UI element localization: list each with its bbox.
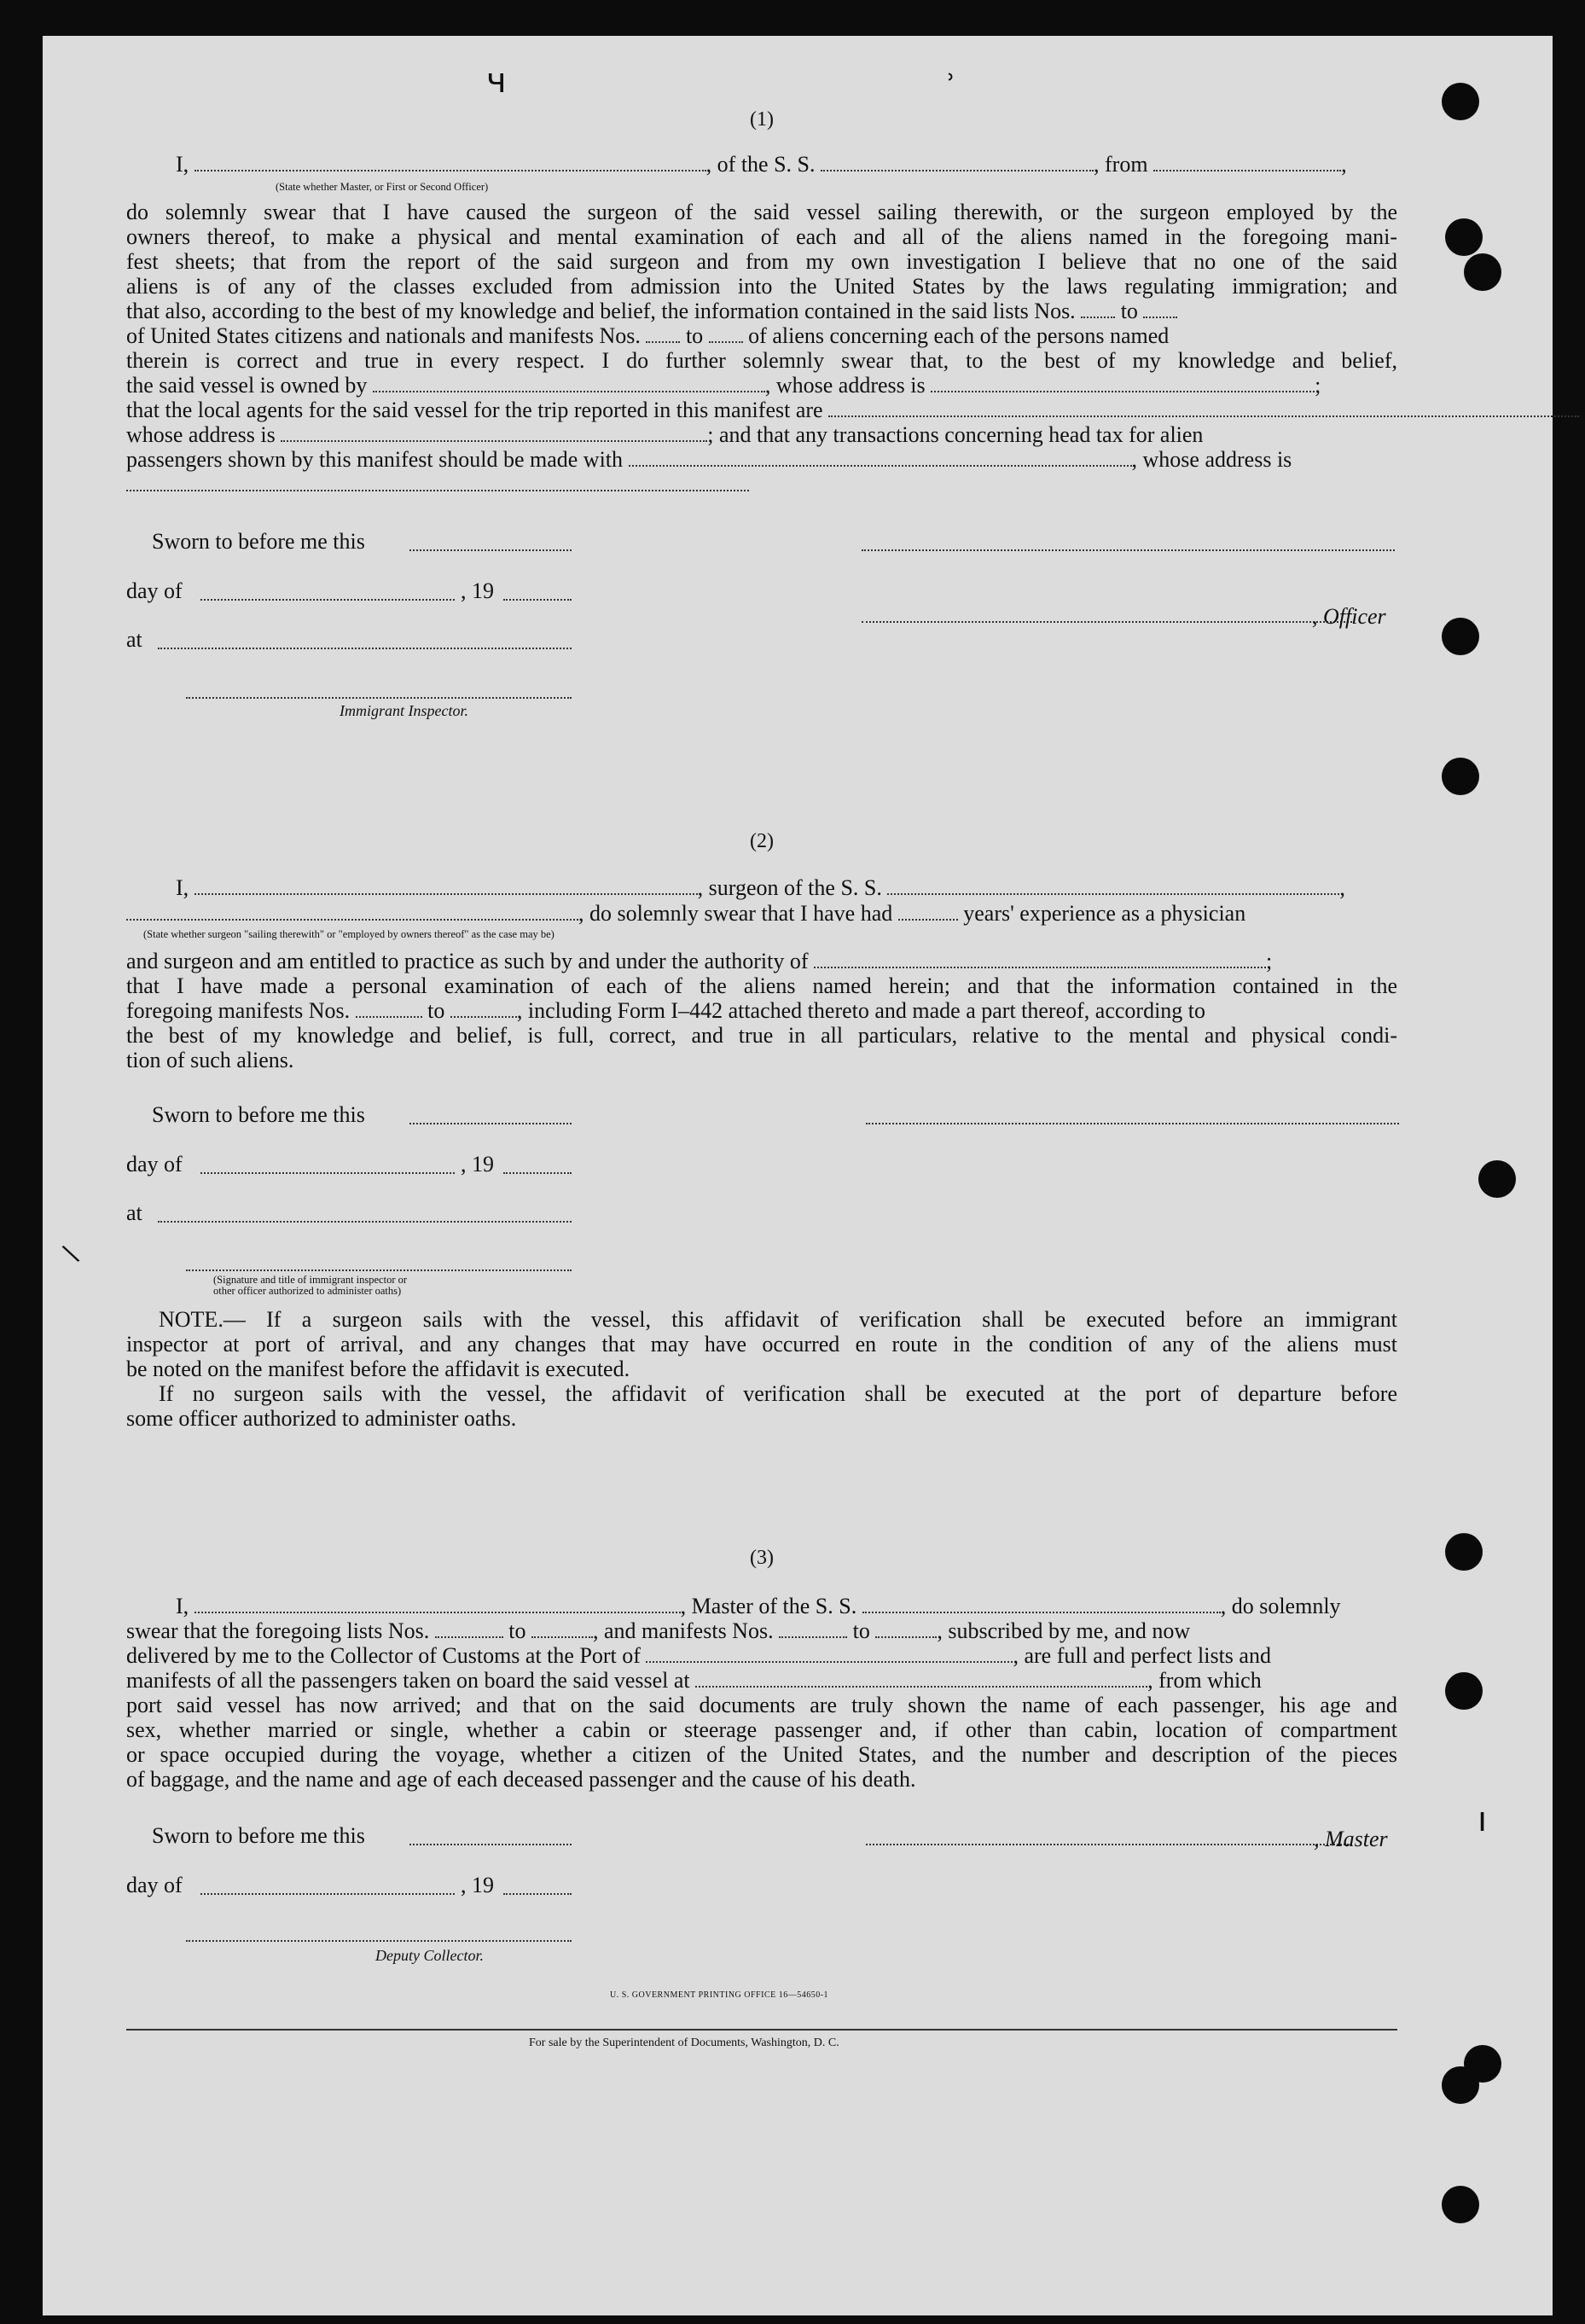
day-of-label: day of xyxy=(126,1152,183,1177)
to-label: to xyxy=(508,1618,526,1643)
body-line: , including Form I–442 attached thereto and made a part thereof, according to xyxy=(516,998,1206,1023)
body-line: , subscribed by me, and now xyxy=(937,1618,1191,1643)
to-label: to xyxy=(1120,299,1138,323)
body-line: and surgeon and am entitled to practice as such by and under the authority of xyxy=(126,949,809,973)
list-to-field[interactable] xyxy=(531,1621,593,1638)
body-line: that the local agents for the said vessel for the trip reported in this manifest are xyxy=(126,398,823,422)
port-field[interactable] xyxy=(646,1646,1013,1663)
sworn-date-field[interactable] xyxy=(409,1123,572,1124)
stray-mark: \ xyxy=(59,1238,83,1269)
head-tax-address-field[interactable] xyxy=(126,474,749,491)
note-label: NOTE.— xyxy=(159,1307,246,1332)
note-line: inspector at port of arrival, and any changes that may have occurred en route in the condition of any of the aliens must xyxy=(126,1332,1397,1357)
body-line: that also, according to the best of my knowledge and belief, the information contained in the said lists Nos. xyxy=(126,299,1076,323)
to-label: to xyxy=(685,323,704,348)
deputy-caption: Deputy Collector. xyxy=(375,1947,484,1964)
authority-field[interactable] xyxy=(814,951,1266,968)
pronoun-label: I, xyxy=(176,1594,189,1618)
body-line: sex, whether married or single, whether a cabin or steerage passenger and, if other than cabin, location of compartment xyxy=(126,1717,1397,1742)
body-line: , and manifests Nos. xyxy=(593,1618,774,1643)
deputy-signature-field[interactable] xyxy=(186,1940,572,1942)
punch-hole xyxy=(1445,1672,1483,1710)
punch-hole xyxy=(1442,758,1479,795)
body-line: the said vessel is owned by xyxy=(126,373,368,398)
body-line: ; and that any transactions concerning head tax for alien xyxy=(707,422,1204,447)
manifest-from-field[interactable] xyxy=(356,1001,422,1018)
body-line: aliens is of any of the classes excluded from admission into the United States by the laws regulating immigration; and xyxy=(126,274,1397,299)
day-of-label: day of xyxy=(126,578,183,603)
inspector-signature-field[interactable] xyxy=(186,697,572,699)
affidavit-surgeon: (2) I, , surgeon of the S. S. , , do solemnly swear that I have had years' experience as a physician (State whether surgeon "sailing therewith" or "employed by owners thereof" as the case may be) and surgeon and am entitled to practice as such by and under the authority of ; that I have made a personal examination of each of the aliens named herein; and that the information contained in the foregoing manifests Nos. to , including Form I–442 attached thereto and made a part thereof, according to the best of my knowledge and belief, is full, correct, and true in all particulars, relative to the mental and physical condi- tion of such aliens. xyxy=(126,830,1397,1072)
punch-hole xyxy=(1442,618,1479,655)
footer-rule xyxy=(126,2029,1397,2031)
note-line: be noted on the manifest before the affidavit is executed. xyxy=(126,1357,630,1381)
at-place-field[interactable] xyxy=(158,1221,572,1223)
owner-address-field[interactable] xyxy=(931,375,1315,392)
body-line: that I have made a personal examination of each of the aliens named herein; and that the information contained in the xyxy=(126,973,1397,998)
body-line: passengers shown by this manifest should be made with xyxy=(126,447,624,472)
address-label: , whose address is xyxy=(1131,447,1292,472)
officer-signature-field[interactable] xyxy=(186,1269,572,1271)
punch-hole xyxy=(1445,1533,1483,1571)
officer-signature-field[interactable] xyxy=(862,621,1352,623)
body-line: fest sheets; that from the report of the said surgeon and from my own investigation I believe that no one of the said xyxy=(126,249,1397,274)
affidavit-master-customs xyxy=(126,1546,1397,1853)
ship-name-field[interactable] xyxy=(821,154,1094,171)
pronoun-label: I, xyxy=(176,875,189,900)
punch-hole xyxy=(1442,2066,1479,2104)
section-number: (1) xyxy=(750,108,774,131)
punch-hole xyxy=(1478,1160,1516,1198)
body-line: , do solemnly swear that I have had xyxy=(578,901,893,926)
body-line: do solemnly swear that I have caused the surgeon of the said vessel sailing therewith, or the surgeon employed by the xyxy=(126,200,1397,224)
master-signature-field[interactable] xyxy=(866,1844,1352,1845)
body-line: the best of my knowledge and belief, is full, correct, and true in all particulars, relative to the mental and physical condi- xyxy=(126,1023,1397,1048)
manifest-to-field[interactable] xyxy=(875,1621,937,1638)
surgeon-ship-field[interactable] xyxy=(887,878,1339,895)
stray-mark: ı xyxy=(1478,1800,1488,1839)
sworn-label: Sworn to before me this xyxy=(152,1823,365,1848)
body-line: or space occupied during the voyage, whether a citizen of the United States, and the number and description of the pieces xyxy=(126,1742,1397,1767)
pronoun-label: I, xyxy=(176,152,189,177)
year-prefix: , 19 xyxy=(461,578,494,603)
punch-hole xyxy=(1442,83,1479,120)
day-field[interactable] xyxy=(200,1172,455,1174)
embark-port-field[interactable] xyxy=(695,1670,1147,1688)
master-label: , Master xyxy=(1314,1827,1388,1851)
body-line: years' experience as a physician xyxy=(963,901,1246,926)
owner-field[interactable] xyxy=(373,375,765,392)
sworn-date-field[interactable] xyxy=(409,549,572,551)
master-signature-field[interactable] xyxy=(862,549,1395,551)
head-tax-party-field[interactable] xyxy=(629,450,1132,467)
surgeon-label: , surgeon of the S. S. xyxy=(697,875,882,900)
body-line: delivered by me to the Collector of Customs at the Port of xyxy=(126,1643,641,1668)
agents-field[interactable] xyxy=(828,400,1579,417)
stray-mark: ч xyxy=(486,61,507,101)
surgeon-status-hint: (State whether surgeon "sailing therewith" or "employed by owners thereof" as the case may be) xyxy=(143,928,554,940)
master-name-field[interactable] xyxy=(194,154,706,171)
list-to-field[interactable] xyxy=(1143,301,1177,318)
to-label: to xyxy=(852,1618,870,1643)
officer-label: , Officer xyxy=(1312,604,1386,629)
day-of-label: day of xyxy=(126,1873,183,1897)
sale-note: For sale by the Superintendent of Documents, Washington, D. C. xyxy=(529,2036,839,2049)
sworn-label: Sworn to before me this xyxy=(152,529,365,554)
manifest-to-field[interactable] xyxy=(450,1001,517,1018)
body-line: , are full and perfect lists and xyxy=(1013,1643,1271,1668)
years-field[interactable] xyxy=(898,903,958,921)
note-line: If no surgeon sails with the vessel, the affidavit of verification shall be executed at the port of departure before xyxy=(159,1381,1397,1406)
year-field[interactable] xyxy=(503,1172,572,1174)
body-line: of baggage, and the name and age of each deceased passenger and the cause of his death. xyxy=(126,1767,916,1792)
day-field[interactable] xyxy=(200,1893,455,1895)
punch-hole xyxy=(1442,2186,1479,2223)
master-name-field[interactable] xyxy=(194,1596,681,1613)
day-field[interactable] xyxy=(200,599,455,601)
at-place-field[interactable] xyxy=(158,648,572,649)
body-line: swear that the foregoing lists Nos. xyxy=(126,1618,430,1643)
body-line: of United States citizens and nationals and manifests Nos. xyxy=(126,323,641,348)
list-from-field[interactable] xyxy=(1081,301,1115,318)
surgeon-signature-field[interactable] xyxy=(866,1123,1399,1124)
year-field[interactable] xyxy=(503,599,572,601)
body-line: manifests of all the passengers taken on board the said vessel at xyxy=(126,1668,690,1693)
manifest-to-field[interactable] xyxy=(709,326,743,343)
sworn-date-field[interactable] xyxy=(409,1844,572,1845)
form-page xyxy=(43,36,1585,2315)
inspector-caption: Immigrant Inspector. xyxy=(340,702,468,719)
note-line: some officer authorized to administer oaths. xyxy=(126,1406,517,1431)
manifest-from-field[interactable] xyxy=(646,326,680,343)
at-label: at xyxy=(126,627,142,652)
section-number: (3) xyxy=(750,1547,774,1569)
body-line: owners thereof, to make a physical and mental examination of each and all of the aliens named in the foregoing mani- xyxy=(126,224,1397,249)
from-label: , from xyxy=(1094,152,1148,177)
body-line: therein is correct and true in every respect. I do further solemnly swear that, to the best of my knowledge and belief, xyxy=(126,348,1397,373)
at-label: at xyxy=(126,1200,142,1225)
body-line: tion of such aliens. xyxy=(126,1048,294,1072)
ship-label: , of the S. S. xyxy=(705,152,816,177)
officer-caption: (Signature and title of immigrant inspector or other officer authorized to administer oaths) xyxy=(213,1274,408,1297)
to-label: to xyxy=(427,998,445,1023)
printing-office: U. S. GOVERNMENT PRINTING OFFICE 16—54650-1 xyxy=(610,1990,829,2000)
year-field[interactable] xyxy=(503,1893,572,1895)
body-line: of aliens concerning each of the persons named xyxy=(748,323,1170,348)
sworn-label: Sworn to before me this xyxy=(152,1102,365,1127)
surgeon-status-field[interactable] xyxy=(126,903,578,921)
affidavit-master: (1) I, , of the S. S. , from , (State whether Master, or First or Second Officer) do solemnly swear that I have caused the surgeon of the said vessel sailing therewith, or the surgeon employed by the owners thereof, to make a physical and mental examination of each and all of the aliens named in the foregoing mani- fest sheets; that from the report of the said surgeon and from my own investigation I believe that no one of the said aliens is of any of the classes excluded from admission into the United States by the laws regulating immigration; and that also, according to the best of my knowledge and belief, the information contained in the said lists Nos. to of United States citizens and nationals and manifests Nos. to of aliens concerning each of the persons named therein is correct and true in every respect. I do further solemnly swear that, to the best of my knowledge and belief, the said vessel is owned by , whose address is ; that the local agents for the said vessel for the trip reported in this manifest are , whose address is ; and that any transactions concerning head tax for alien passengers shown by this manifest should be made with , whose address is xyxy=(126,107,1397,534)
stray-mark: ʾ xyxy=(947,68,956,102)
list-from-field[interactable] xyxy=(435,1621,503,1638)
note-line: If a surgeon sails with the vessel, this affidavit of verification shall be executed before an immigrant xyxy=(266,1307,1397,1332)
section-number: (2) xyxy=(750,830,774,852)
ship-name-field[interactable] xyxy=(862,1596,1221,1613)
body-line: , do solemnly xyxy=(1220,1594,1341,1618)
from-port-field[interactable] xyxy=(1153,154,1341,171)
address-label: , whose address is xyxy=(764,373,926,398)
body-line: , from which xyxy=(1147,1668,1262,1693)
punch-hole xyxy=(1445,218,1483,256)
officer-rank-hint: (State whether Master, or First or Second Officer) xyxy=(276,181,489,193)
body-line: whose address is xyxy=(126,422,276,447)
manifest-from-field[interactable] xyxy=(779,1621,847,1638)
punch-hole xyxy=(1464,253,1501,291)
year-prefix: , 19 xyxy=(461,1152,494,1177)
agents-address-field[interactable] xyxy=(281,425,707,442)
surgeon-name-field[interactable] xyxy=(194,878,698,895)
body-line: port said vessel has now arrived; and that on the said documents are truly shown the name of each passenger, his age and xyxy=(126,1693,1397,1717)
year-prefix: , 19 xyxy=(461,1873,494,1897)
body-line: foregoing manifests Nos. xyxy=(126,998,351,1023)
master-label: , Master of the S. S. xyxy=(680,1594,857,1618)
